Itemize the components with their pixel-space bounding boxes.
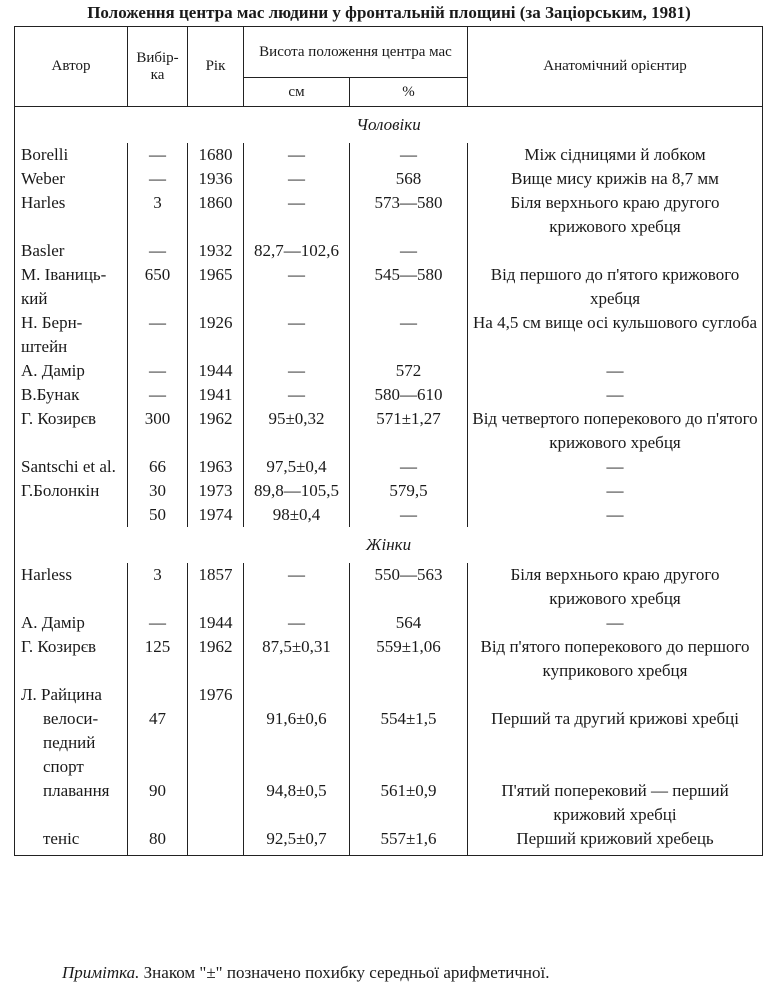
sample-cell: — xyxy=(128,383,188,407)
header-year: Рік xyxy=(188,27,244,107)
table-row xyxy=(15,359,763,383)
percent-cell: 561±0,9 xyxy=(350,779,468,827)
year-cell: 1976 xyxy=(188,683,244,707)
sample-cell: — xyxy=(128,143,188,167)
landmark-cell xyxy=(468,683,763,707)
author-cell: Г. Козирєв xyxy=(15,407,128,455)
landmark-cell: — xyxy=(468,359,763,383)
author-cell: В.Бунак xyxy=(15,383,128,407)
sample-cell: 47 xyxy=(128,707,188,779)
percent-cell: — xyxy=(350,239,468,263)
landmark-cell: Біля верхнього краю другого крижового хребця xyxy=(468,563,763,611)
sample-cell: — xyxy=(128,359,188,383)
header-cm: см xyxy=(244,78,350,107)
year-cell: 1963 xyxy=(188,455,244,479)
author-cell: А. Дамір xyxy=(15,359,128,383)
table-row xyxy=(15,383,763,407)
table-row xyxy=(15,263,763,311)
table-title: Положення центра мас людини у фронтальній площині (за Заціорським, 1981) xyxy=(87,3,691,22)
table-row xyxy=(15,239,763,263)
cm-cell: 98±0,4 xyxy=(244,503,350,527)
landmark-cell: Біля верхнього краю другого крижового хребця xyxy=(468,191,763,239)
percent-cell: 571±1,27 xyxy=(350,407,468,455)
year-cell xyxy=(188,779,244,827)
landmark-cell: Вище мису крижів на 8,7 мм xyxy=(468,167,763,191)
cm-cell: 82,7—102,6 xyxy=(244,239,350,263)
percent-cell: 554±1,5 xyxy=(350,707,468,779)
sample-cell: 90 xyxy=(128,779,188,827)
footnote-text: Знаком "±" позначено похибку середньої арифметичної. xyxy=(143,963,550,982)
percent-cell xyxy=(350,683,468,707)
sample-cell: 3 xyxy=(128,191,188,239)
percent-cell: 545—580 xyxy=(350,263,468,311)
author-cell: Borelli xyxy=(15,143,128,167)
cm-cell: — xyxy=(244,563,350,611)
table-row xyxy=(15,779,763,827)
section-label: Чоловіки xyxy=(15,107,763,144)
cm-cell: 95±0,32 xyxy=(244,407,350,455)
table-row xyxy=(15,143,763,167)
sample-cell: 125 xyxy=(128,635,188,683)
sample-cell: — xyxy=(128,311,188,359)
landmark-cell: — xyxy=(468,503,763,527)
landmark-cell xyxy=(468,239,763,263)
author-cell: Basler xyxy=(15,239,128,263)
header-percent: % xyxy=(350,78,468,107)
percent-cell: 579,5 xyxy=(350,479,468,503)
table-body xyxy=(15,107,763,856)
year-cell: 1973 xyxy=(188,479,244,503)
author-cell: велоси-педний спорт xyxy=(15,707,128,779)
table-row xyxy=(15,707,763,779)
table-row xyxy=(15,827,763,856)
percent-cell: 568 xyxy=(350,167,468,191)
year-cell: 1857 xyxy=(188,563,244,611)
cm-cell xyxy=(244,683,350,707)
year-cell: 1932 xyxy=(188,239,244,263)
landmark-cell: — xyxy=(468,479,763,503)
sample-cell xyxy=(128,683,188,707)
percent-cell: — xyxy=(350,503,468,527)
landmark-cell: П'ятий поперековий — перший крижовий хребці xyxy=(468,779,763,827)
cm-cell: — xyxy=(244,263,350,311)
sample-cell: 300 xyxy=(128,407,188,455)
table-row xyxy=(15,611,763,635)
author-cell: Harless xyxy=(15,563,128,611)
sample-cell: 650 xyxy=(128,263,188,311)
author-cell: Harles xyxy=(15,191,128,239)
year-cell: 1936 xyxy=(188,167,244,191)
percent-cell: — xyxy=(350,311,468,359)
cm-cell: 94,8±0,5 xyxy=(244,779,350,827)
author-cell: А. Дамір xyxy=(15,611,128,635)
center-of-mass-table xyxy=(14,26,763,856)
table-row xyxy=(15,563,763,611)
cm-cell: 89,8—105,5 xyxy=(244,479,350,503)
author-cell: Santschi et al. xyxy=(15,455,128,479)
landmark-cell: — xyxy=(468,611,763,635)
landmark-cell: — xyxy=(468,383,763,407)
author-cell: плавання xyxy=(15,779,128,827)
landmark-cell: Перший та другий крижові хребці xyxy=(468,707,763,779)
year-cell xyxy=(188,827,244,856)
year-cell: 1965 xyxy=(188,263,244,311)
year-cell: 1944 xyxy=(188,611,244,635)
author-cell: Н. Берн-штейн xyxy=(15,311,128,359)
table-row xyxy=(15,503,763,527)
author-cell xyxy=(15,503,128,527)
percent-cell: 580—610 xyxy=(350,383,468,407)
table-row xyxy=(15,167,763,191)
percent-cell: 564 xyxy=(350,611,468,635)
sample-cell: 50 xyxy=(128,503,188,527)
landmark-cell: Від п'ятого поперекового до першого куприкового хребця xyxy=(468,635,763,683)
year-cell: 1962 xyxy=(188,407,244,455)
percent-cell: 559±1,06 xyxy=(350,635,468,683)
percent-cell: 550—563 xyxy=(350,563,468,611)
cm-cell: 87,5±0,31 xyxy=(244,635,350,683)
table-row xyxy=(15,479,763,503)
landmark-cell: Перший крижовий хребець xyxy=(468,827,763,856)
header-landmark: Анатомічний орієнтир xyxy=(468,27,763,107)
table-row xyxy=(15,635,763,683)
author-cell: Weber xyxy=(15,167,128,191)
landmark-cell: Між сідницями й лобком xyxy=(468,143,763,167)
sample-cell: 30 xyxy=(128,479,188,503)
year-cell xyxy=(188,707,244,779)
percent-cell: 557±1,6 xyxy=(350,827,468,856)
year-cell: 1941 xyxy=(188,383,244,407)
sample-cell: 3 xyxy=(128,563,188,611)
table-row xyxy=(15,407,763,455)
year-cell: 1962 xyxy=(188,635,244,683)
sample-cell: — xyxy=(128,239,188,263)
table-row xyxy=(15,311,763,359)
year-cell: 1680 xyxy=(188,143,244,167)
landmark-cell: Від першого до п'ятого крижового хребця xyxy=(468,263,763,311)
section-row xyxy=(15,107,763,144)
footnote xyxy=(62,962,549,984)
header-height: Висота положення центра мас xyxy=(244,27,468,78)
percent-cell: 573—580 xyxy=(350,191,468,239)
cm-cell: 92,5±0,7 xyxy=(244,827,350,856)
sample-cell: — xyxy=(128,167,188,191)
cm-cell: — xyxy=(244,191,350,239)
cm-cell: — xyxy=(244,359,350,383)
cm-cell: — xyxy=(244,167,350,191)
author-cell: Г.Болонкін xyxy=(15,479,128,503)
author-cell: Г. Козирєв xyxy=(15,635,128,683)
landmark-cell: Від четвертого поперекового до п'ятого крижового хребця xyxy=(468,407,763,455)
author-cell: М. Іваниць-кий xyxy=(15,263,128,311)
footnote-label: Примітка. xyxy=(62,963,140,982)
sample-cell: 80 xyxy=(128,827,188,856)
cm-cell: 97,5±0,4 xyxy=(244,455,350,479)
sample-cell: 66 xyxy=(128,455,188,479)
landmark-cell: — xyxy=(468,455,763,479)
year-cell: 1974 xyxy=(188,503,244,527)
year-cell: 1860 xyxy=(188,191,244,239)
year-cell: 1926 xyxy=(188,311,244,359)
header-author: Автор xyxy=(15,27,128,107)
author-cell: теніс xyxy=(15,827,128,856)
header-sample: Вибір-ка xyxy=(128,27,188,107)
percent-cell: — xyxy=(350,455,468,479)
landmark-cell: На 4,5 см вище осі кульшового суглоба xyxy=(468,311,763,359)
cm-cell: — xyxy=(244,143,350,167)
sample-cell: — xyxy=(128,611,188,635)
cm-cell: — xyxy=(244,383,350,407)
section-label: Жінки xyxy=(15,527,763,563)
year-cell: 1944 xyxy=(188,359,244,383)
table-row xyxy=(15,683,763,707)
table-row xyxy=(15,455,763,479)
cm-cell: — xyxy=(244,311,350,359)
section-row xyxy=(15,527,763,563)
table-row xyxy=(15,191,763,239)
author-cell: Л. Райцина xyxy=(15,683,128,707)
percent-cell: — xyxy=(350,143,468,167)
percent-cell: 572 xyxy=(350,359,468,383)
cm-cell: — xyxy=(244,611,350,635)
cm-cell: 91,6±0,6 xyxy=(244,707,350,779)
